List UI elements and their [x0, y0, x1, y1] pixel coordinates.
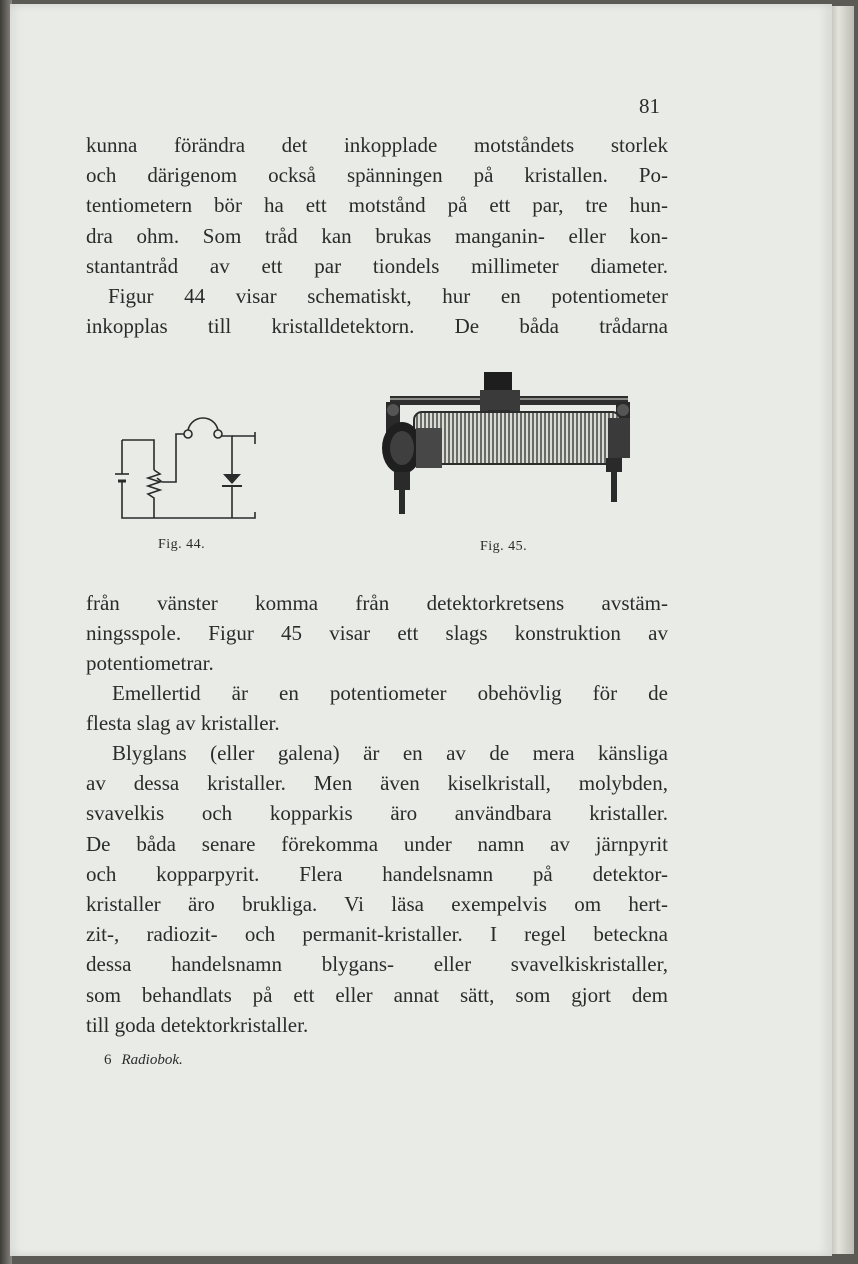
page-number: 81: [639, 94, 660, 118]
text-line: stantantråd av ett par tiondels millimeter diameter.: [86, 253, 668, 278]
text-line: zit-, radiozit- och permanit-kristaller. I regel beteckna: [86, 922, 668, 947]
text-line: potentiometrar.: [86, 651, 214, 676]
fig45-caption: Fig. 45.: [480, 539, 528, 554]
text-line: ningsspole. Figur 45 visar ett slags konstruktion av: [86, 621, 668, 646]
fig45-potentiometer: [376, 366, 646, 536]
signature-footer: [104, 1052, 183, 1069]
book-title: Radiobok.: [121, 1052, 183, 1068]
text-line: dessa handelsnamn blygans- eller svavelkiskristaller,: [86, 952, 668, 977]
text-line: inkopplas till kristalldetektorn. De båda trådarna: [86, 314, 668, 339]
paragraph-5: [86, 738, 668, 1040]
fig44-schematic: [110, 412, 270, 532]
text-line: Blyglans (eller galena) är en av de mera känsliga: [112, 741, 668, 765]
text-line: och kopparpyrit. Flera handelsnamn på detektor-: [86, 861, 668, 886]
text-line: Emellertid är en potentiometer obehövlig för de: [112, 681, 668, 705]
paragraph-2: [86, 281, 668, 341]
text-line: tentiometern bör ha ett motstånd på ett par, tre hun-: [86, 193, 668, 218]
text-line: till goda detektorkristaller.: [86, 1012, 309, 1037]
text-line: Figur 44 visar schematiskt, hur en potentiometer: [108, 284, 668, 308]
paragraph-1: [86, 130, 668, 281]
paragraph-4: [86, 678, 668, 738]
text-line: De båda senare förekomma under namn av järnpyrit: [86, 831, 668, 856]
text-line: svavelkis och kopparkis äro användbara kristaller.: [86, 801, 668, 826]
fig44-caption: Fig. 44.: [158, 537, 206, 552]
text-line: flesta slag av kristaller.: [86, 711, 280, 736]
signature-number: 6: [104, 1052, 112, 1068]
text-line: från vänster komma från detektorkretsens avstäm-: [86, 591, 668, 615]
paragraph-3: [86, 588, 668, 679]
text-line: dra ohm. Som tråd kan brukas manganin- eller kon-: [86, 223, 668, 248]
text-line: och därigenom också spänningen på kristallen. Po-: [86, 163, 668, 188]
text-line: kristaller äro brukliga. Vi läsa exempelvis om hert-: [86, 892, 668, 917]
text-line: av dessa kristaller. Men även kiselkristall, molybden,: [86, 771, 668, 796]
text-line: som behandlats på ett eller annat sätt, som gjort dem: [86, 982, 668, 1007]
text-line: kunna förändra det inkopplade motståndets storlek: [86, 133, 668, 157]
page-stack-edge: [832, 6, 854, 1254]
